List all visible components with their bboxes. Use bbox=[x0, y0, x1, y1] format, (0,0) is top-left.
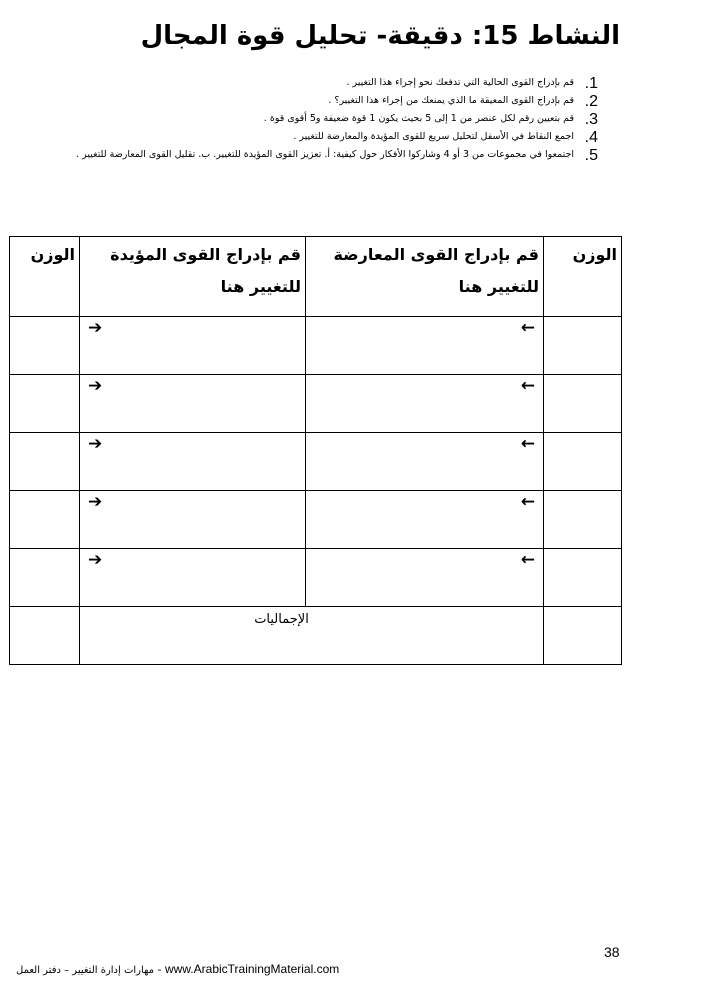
supporting-force-cell[interactable] bbox=[80, 549, 306, 607]
opposing-force-cell[interactable] bbox=[306, 491, 544, 549]
totals-row bbox=[10, 607, 622, 665]
weight-cell[interactable] bbox=[544, 549, 622, 607]
instruction-text: قم بإدراج القوى المعيقة ما الذي يمنعك من إجراء هذا التغيير؟ . bbox=[328, 95, 574, 106]
weight-cell[interactable] bbox=[544, 491, 622, 549]
supporting-force-cell[interactable] bbox=[80, 317, 306, 375]
instruction-number: 2. bbox=[584, 93, 598, 110]
weight-cell[interactable] bbox=[544, 433, 622, 491]
left-arrow-icon: ← bbox=[520, 434, 535, 454]
instruction-number: 4. bbox=[584, 129, 598, 146]
weight-cell[interactable] bbox=[10, 317, 80, 375]
footer-site-link[interactable]: www.ArabicTrainingMaterial.com bbox=[164, 962, 340, 976]
weight-header-left: الوزن bbox=[10, 237, 80, 317]
weight-cell[interactable] bbox=[544, 317, 622, 375]
instructions-list bbox=[8, 74, 598, 164]
supporting-force-cell[interactable] bbox=[80, 375, 306, 433]
page-number: 38 bbox=[604, 944, 620, 960]
instruction-text: قم بتعيين رقم لكل عنصر من 1 إلى 5 بحيث يكون 1 قوة ضعيفة و5 أقوى قوة . bbox=[263, 113, 574, 124]
instruction-item bbox=[8, 128, 598, 146]
left-arrow-icon: ← bbox=[520, 550, 535, 570]
instruction-text: اجمع النقاط في الأسفل لتحليل سريع للقوى المؤيدة والمعارضة للتغيير . bbox=[293, 131, 574, 142]
right-arrow-icon: ➔ bbox=[88, 318, 103, 338]
weight-cell[interactable] bbox=[10, 549, 80, 607]
instruction-number: 5. bbox=[584, 147, 598, 164]
right-arrow-icon: ➔ bbox=[88, 492, 103, 512]
table-row bbox=[10, 317, 622, 375]
page-title: النشاط 15: دقيقة- تحليل قوة المجال bbox=[140, 21, 620, 51]
footer-separator: - bbox=[154, 963, 165, 976]
table-row bbox=[10, 433, 622, 491]
right-arrow-icon: ➔ bbox=[88, 550, 103, 570]
left-arrow-icon: ← bbox=[520, 318, 535, 338]
left-arrow-icon: ← bbox=[520, 376, 535, 396]
force-field-table bbox=[9, 236, 622, 665]
footer-label: مهارات إدارة التغيير – دفتر العمل bbox=[16, 965, 154, 976]
supporting-force-cell[interactable] bbox=[80, 433, 306, 491]
left-arrow-icon: ← bbox=[520, 492, 535, 512]
supporting-forces-header: قم بإدراج القوى المؤيدة للتغيير هنا bbox=[80, 237, 306, 317]
instruction-item bbox=[8, 146, 598, 164]
opposing-force-cell[interactable] bbox=[306, 549, 544, 607]
weight-cell[interactable] bbox=[10, 491, 80, 549]
totals-cell bbox=[80, 607, 544, 665]
instruction-item bbox=[8, 74, 598, 92]
weight-cell[interactable] bbox=[544, 375, 622, 433]
total-weight-cell[interactable] bbox=[544, 607, 622, 665]
table-row bbox=[10, 549, 622, 607]
total-weight-cell[interactable] bbox=[10, 607, 80, 665]
instruction-text: قم بإدراج القوى الحالية التي تدفعك نحو إجراء هذا التغيير . bbox=[346, 77, 574, 88]
weight-cell[interactable] bbox=[10, 433, 80, 491]
right-arrow-icon: ➔ bbox=[88, 434, 103, 454]
totals-label: الإجماليات bbox=[254, 612, 309, 627]
opposing-force-cell[interactable] bbox=[306, 317, 544, 375]
instruction-number: 3. bbox=[584, 111, 598, 128]
instruction-item bbox=[8, 92, 598, 110]
opposing-force-cell[interactable] bbox=[306, 433, 544, 491]
table-row bbox=[10, 375, 622, 433]
instruction-number: 1. bbox=[584, 75, 598, 92]
instruction-text: اجتمعوا في مجموعات من 3 أو 4 وشاركوا الأفكار حول كيفية: أ. تعزيز القوى المؤيدة للتغيير. ب. تقليل القوى المعارضة للتغيير . bbox=[76, 149, 574, 160]
instruction-item bbox=[8, 110, 598, 128]
right-arrow-icon: ➔ bbox=[88, 376, 103, 396]
footer bbox=[16, 962, 339, 976]
weight-cell[interactable] bbox=[10, 375, 80, 433]
weight-header-right: الوزن bbox=[544, 237, 622, 317]
opposing-force-cell[interactable] bbox=[306, 375, 544, 433]
opposing-forces-header: قم بإدراج القوى المعارضة للتغيير هنا bbox=[306, 237, 544, 317]
table-header-row bbox=[10, 237, 622, 317]
table-row bbox=[10, 491, 622, 549]
supporting-force-cell[interactable] bbox=[80, 491, 306, 549]
